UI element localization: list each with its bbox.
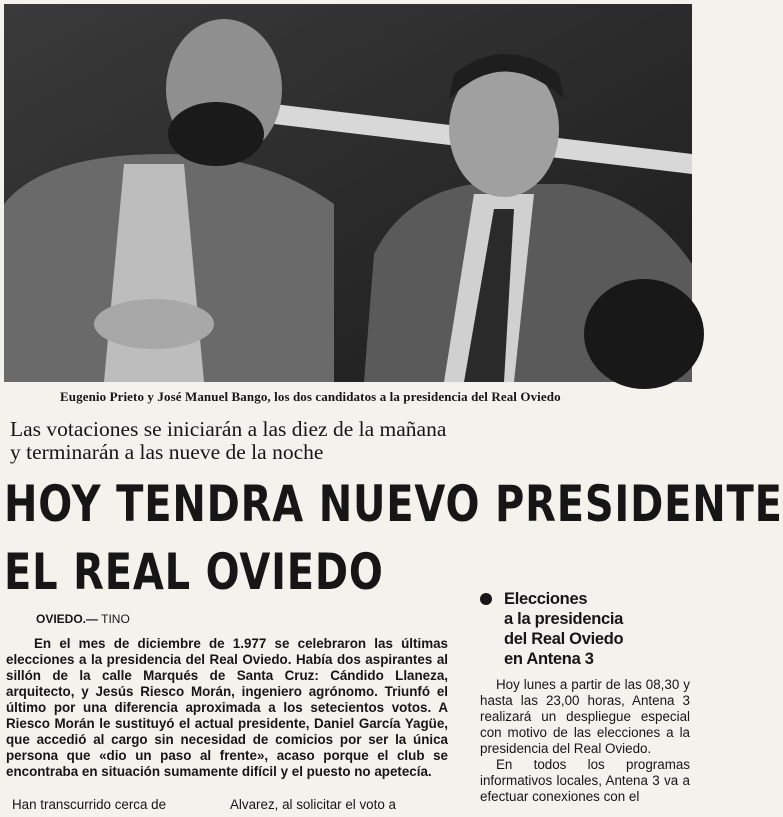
sidebar-title xyxy=(504,589,694,669)
photo-illustration xyxy=(4,4,692,382)
column-right-start: Alvarez, al solicitar el voto a xyxy=(230,797,396,812)
byline-author: TINO xyxy=(101,612,130,626)
subheadline-line-1: Las votaciones se iniciarán a las diez de la mañana xyxy=(10,417,447,441)
news-photo xyxy=(4,4,692,382)
subheadline-line-2: y terminarán a las nueve de la noche xyxy=(10,440,324,464)
headline-line-1: HOY TENDRA NUEVO PRESIDENTE xyxy=(4,475,783,533)
column-left-start: Han transcurrido cerca de xyxy=(12,797,167,812)
sidebar-title-line-4: en Antena 3 xyxy=(504,650,594,668)
byline xyxy=(36,612,130,626)
sidebar-paragraph-1: Hoy lunes a partir de las 08,30 y hasta las 23,00 horas, Antena 3 realizará un despliegue especial con motivo de las elecciones a la presidencia del Real Oviedo. xyxy=(480,677,690,756)
sidebar-body xyxy=(480,677,690,805)
photo-caption: Eugenio Prieto y José Manuel Bango, los dos candidatos a la presidencia del Real Oviedo xyxy=(60,389,561,404)
headline-line-2: EL REAL OVIEDO xyxy=(4,543,384,601)
lead-paragraph: En el mes de diciembre de 1.977 se celebraron las últimas elecciones a la presidencia del Real Oviedo. Había dos aspirantes al sillón de la calle Marqués de Santa Cruz: Cándido Llaneza, arquitecto, y Jesús Riesco Morán, ingeniero agrónomo. Triunfó el último por una diferencia aproximada a los setecientos votos. A Riesco Morán le sustituyó el actual presidente, Daniel García Yagüe, que accedió al cargo sin necesidad de comicios por ser la única persona que «dio un paso al frente», acaso porque el club se encontraba en situación sumamente difícil y el puesto no apetecía. xyxy=(6,636,448,779)
byline-place: OVIEDO.— xyxy=(36,612,99,626)
sidebar-title-line-2: a la presidencia xyxy=(504,610,624,628)
headline xyxy=(4,470,783,606)
sidebar-title-line-3: del Real Oviedo xyxy=(504,630,624,648)
sidebar-paragraph-2: En todos los programas informativos locales, Antena 3 va a efectuar conexiones con el xyxy=(480,757,690,804)
article-lead xyxy=(6,636,448,780)
subheadline xyxy=(10,418,680,464)
bullet-icon xyxy=(480,593,492,605)
sidebar-title-line-1: Elecciones xyxy=(504,590,588,608)
